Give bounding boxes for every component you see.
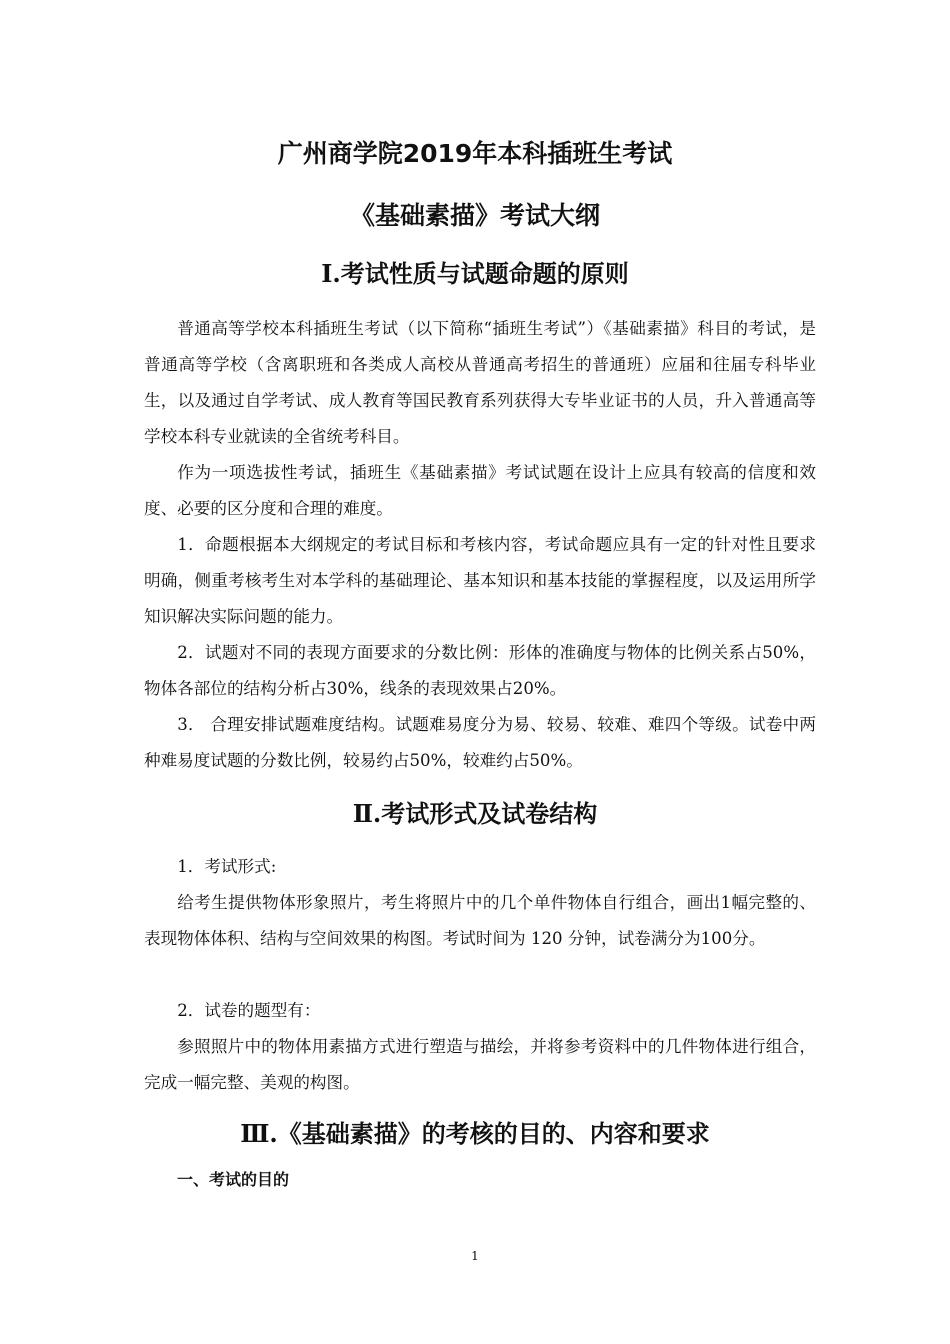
section-3-heading: Ⅲ.《基础素描》的考核的目的、内容和要求 (240, 1119, 710, 1148)
paragraph: 1．考试形式: (177, 857, 277, 876)
paragraph: 2．试卷的题型有： (177, 1001, 321, 1020)
section-1-heading: Ⅰ.考试性质与试题命题的原则 (321, 259, 629, 288)
document-title: 广州商学院2019年本科插班生考试 (277, 139, 673, 168)
section-2-heading: Ⅱ.考试形式及试卷结构 (352, 799, 598, 828)
page-number: 1 (471, 1249, 479, 1263)
paragraph: 给考生提供物体形象照片，考生将照片中的几个单件物体自行组合，画出1幅完整的、表现物体体积、结构与空间效果的构图。考试时间为 120 分钟，试卷满分为100分。 (144, 893, 816, 948)
paragraph: 1．命题根据本大纲规定的考试目标和考核内容，考试命题应具有一定的针对性且要求明确，侧重考核考生对本学科的基础理论、基本知识和基本技能的掌握程度，以及运用所学知识解决实际问题的能力。 (144, 535, 816, 626)
paragraph: 3． 合理安排试题难度结构。试题难易度分为易、较易、较难、难四个等级。试卷中两种难易度试题的分数比例，较易约占50%，较难约占50%。 (144, 715, 816, 770)
paragraph: 普通高等学校本科插班生考试（以下简称“插班生考试”）《基础素描》科目的考试，是普通高等学校（含离职班和各类成人高校从普通高考招生的普通班）应届和往届专科毕业生，以及通过自学考试、成人教育等国民教育系列获得大专毕业证书的人员，升入普通高等学校本科专业就读的全省统考科目。 (144, 319, 816, 446)
paragraph: 作为一项选拔性考试，插班生《基础素描》考试试题在设计上应具有较高的信度和效度、必要的区分度和合理的难度。 (144, 463, 816, 518)
paragraph: 2．试题对不同的表现方面要求的分数比例：形体的准确度与物体的比例关系占50%，物体各部位的结构分析占30%，线条的表现效果占20%。 (144, 643, 816, 698)
paragraph: 参照照片中的物体用素描方式进行塑造与描绘，并将参考资料中的几件物体进行组合，完成一幅完整、美观的构图。 (144, 1037, 816, 1092)
document-subtitle: 《基础素描》考试大纲 (349, 201, 600, 230)
section-3-subheading: 一、考试的目的 (177, 1170, 290, 1189)
